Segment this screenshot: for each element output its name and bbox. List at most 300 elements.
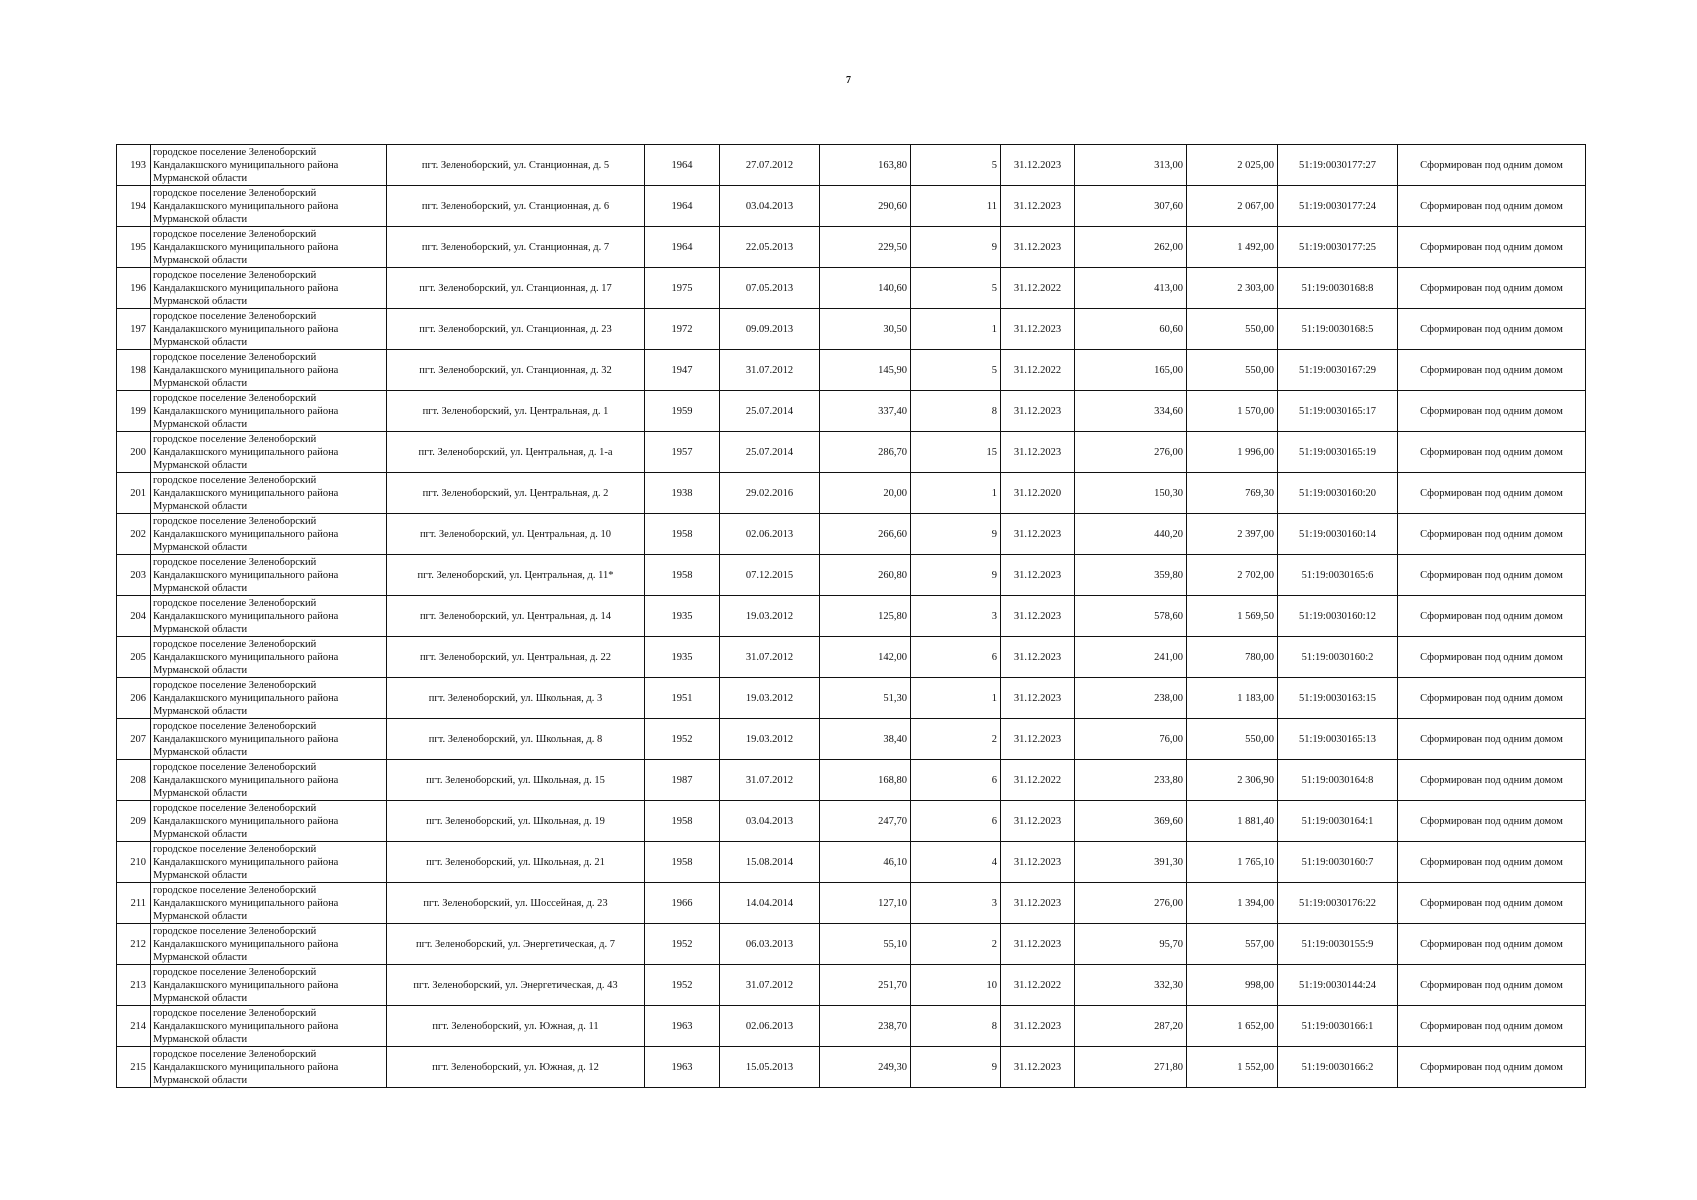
row-number: 202 (117, 514, 151, 555)
address-cell: пгт. Зеленоборский, ул. Станционная, д. 6 (387, 186, 645, 227)
area-cell: 163,80 (820, 145, 911, 186)
year-cell: 1958 (645, 842, 720, 883)
row-number: 197 (117, 309, 151, 350)
count-cell: 9 (911, 514, 1001, 555)
status-cell: Сформирован под одним домом (1398, 924, 1586, 965)
table-row (117, 309, 1586, 350)
row-number: 212 (117, 924, 151, 965)
year-cell: 1958 (645, 514, 720, 555)
date-cell: 31.07.2012 (720, 637, 820, 678)
count-cell: 2 (911, 924, 1001, 965)
table-row (117, 760, 1586, 801)
table-row (117, 965, 1586, 1006)
area2-cell: 578,60 (1075, 596, 1187, 637)
year-cell: 1964 (645, 145, 720, 186)
status-cell: Сформирован под одним домом (1398, 514, 1586, 555)
date-cell: 19.03.2012 (720, 719, 820, 760)
date-cell: 19.03.2012 (720, 678, 820, 719)
status-cell: Сформирован под одним домом (1398, 309, 1586, 350)
area3-cell: 769,30 (1187, 473, 1278, 514)
date-cell: 14.04.2014 (720, 883, 820, 924)
row-number: 214 (117, 1006, 151, 1047)
year-cell: 1952 (645, 924, 720, 965)
housing-table (116, 144, 1586, 1088)
count-cell: 5 (911, 268, 1001, 309)
municipality-cell: городское поселение Зеленоборский Кандалакшского муниципального района Мурманской области (151, 760, 387, 801)
table-row (117, 432, 1586, 473)
municipality-cell: городское поселение Зеленоборский Кандалакшского муниципального района Мурманской области (151, 514, 387, 555)
count-cell: 3 (911, 883, 1001, 924)
deadline-cell: 31.12.2023 (1001, 637, 1075, 678)
deadline-cell: 31.12.2023 (1001, 514, 1075, 555)
address-cell: пгт. Зеленоборский, ул. Энергетическая, д. 7 (387, 924, 645, 965)
date-cell: 19.03.2012 (720, 596, 820, 637)
page-number: 7 (846, 75, 851, 86)
area-cell: 142,00 (820, 637, 911, 678)
row-number: 215 (117, 1047, 151, 1088)
area3-cell: 1 652,00 (1187, 1006, 1278, 1047)
area2-cell: 332,30 (1075, 965, 1187, 1006)
year-cell: 1987 (645, 760, 720, 801)
area-cell: 168,80 (820, 760, 911, 801)
cadastre-cell: 51:19:0030177:25 (1278, 227, 1398, 268)
status-cell: Сформирован под одним домом (1398, 473, 1586, 514)
municipality-cell: городское поселение Зеленоборский Кандалакшского муниципального района Мурманской области (151, 432, 387, 473)
cadastre-cell: 51:19:0030167:29 (1278, 350, 1398, 391)
count-cell: 10 (911, 965, 1001, 1006)
address-cell: пгт. Зеленоборский, ул. Центральная, д. 11* (387, 555, 645, 596)
area2-cell: 276,00 (1075, 883, 1187, 924)
area-cell: 20,00 (820, 473, 911, 514)
count-cell: 6 (911, 801, 1001, 842)
deadline-cell: 31.12.2023 (1001, 596, 1075, 637)
municipality-cell: городское поселение Зеленоборский Кандалакшского муниципального района Мурманской области (151, 924, 387, 965)
address-cell: пгт. Зеленоборский, ул. Южная, д. 11 (387, 1006, 645, 1047)
count-cell: 9 (911, 227, 1001, 268)
status-cell: Сформирован под одним домом (1398, 186, 1586, 227)
address-cell: пгт. Зеленоборский, ул. Школьная, д. 19 (387, 801, 645, 842)
municipality-cell: городское поселение Зеленоборский Кандалакшского муниципального района Мурманской области (151, 1006, 387, 1047)
deadline-cell: 31.12.2023 (1001, 842, 1075, 883)
cadastre-cell: 51:19:0030176:22 (1278, 883, 1398, 924)
status-cell: Сформирован под одним домом (1398, 596, 1586, 637)
row-number: 208 (117, 760, 151, 801)
deadline-cell: 31.12.2023 (1001, 678, 1075, 719)
count-cell: 9 (911, 555, 1001, 596)
row-number: 198 (117, 350, 151, 391)
cadastre-cell: 51:19:0030160:14 (1278, 514, 1398, 555)
count-cell: 6 (911, 637, 1001, 678)
area3-cell: 1 996,00 (1187, 432, 1278, 473)
date-cell: 06.03.2013 (720, 924, 820, 965)
municipality-cell: городское поселение Зеленоборский Кандалакшского муниципального района Мурманской области (151, 965, 387, 1006)
table-row (117, 924, 1586, 965)
year-cell: 1964 (645, 186, 720, 227)
status-cell: Сформирован под одним домом (1398, 842, 1586, 883)
area2-cell: 150,30 (1075, 473, 1187, 514)
date-cell: 27.07.2012 (720, 145, 820, 186)
municipality-cell: городское поселение Зеленоборский Кандалакшского муниципального района Мурманской области (151, 186, 387, 227)
municipality-cell: городское поселение Зеленоборский Кандалакшского муниципального района Мурманской области (151, 555, 387, 596)
status-cell: Сформирован под одним домом (1398, 1047, 1586, 1088)
status-cell: Сформирован под одним домом (1398, 350, 1586, 391)
status-cell: Сформирован под одним домом (1398, 801, 1586, 842)
area-cell: 238,70 (820, 1006, 911, 1047)
municipality-cell: городское поселение Зеленоборский Кандалакшского муниципального района Мурманской области (151, 719, 387, 760)
address-cell: пгт. Зеленоборский, ул. Станционная, д. 17 (387, 268, 645, 309)
address-cell: пгт. Зеленоборский, ул. Школьная, д. 3 (387, 678, 645, 719)
area3-cell: 2 306,90 (1187, 760, 1278, 801)
date-cell: 03.04.2013 (720, 801, 820, 842)
year-cell: 1959 (645, 391, 720, 432)
row-number: 209 (117, 801, 151, 842)
municipality-cell: городское поселение Зеленоборский Кандалакшского муниципального района Мурманской области (151, 678, 387, 719)
cadastre-cell: 51:19:0030166:2 (1278, 1047, 1398, 1088)
row-number: 201 (117, 473, 151, 514)
address-cell: пгт. Зеленоборский, ул. Центральная, д. 22 (387, 637, 645, 678)
municipality-cell: городское поселение Зеленоборский Кандалакшского муниципального района Мурманской области (151, 227, 387, 268)
status-cell: Сформирован под одним домом (1398, 555, 1586, 596)
date-cell: 03.04.2013 (720, 186, 820, 227)
row-number: 203 (117, 555, 151, 596)
cadastre-cell: 51:19:0030165:6 (1278, 555, 1398, 596)
deadline-cell: 31.12.2022 (1001, 760, 1075, 801)
address-cell: пгт. Зеленоборский, ул. Шоссейная, д. 23 (387, 883, 645, 924)
date-cell: 22.05.2013 (720, 227, 820, 268)
municipality-cell: городское поселение Зеленоборский Кандалакшского муниципального района Мурманской области (151, 473, 387, 514)
deadline-cell: 31.12.2023 (1001, 1006, 1075, 1047)
address-cell: пгт. Зеленоборский, ул. Станционная, д. 7 (387, 227, 645, 268)
year-cell: 1947 (645, 350, 720, 391)
municipality-cell: городское поселение Зеленоборский Кандалакшского муниципального района Мурманской области (151, 1047, 387, 1088)
row-number: 213 (117, 965, 151, 1006)
table-row (117, 1047, 1586, 1088)
year-cell: 1963 (645, 1006, 720, 1047)
cadastre-cell: 51:19:0030160:20 (1278, 473, 1398, 514)
status-cell: Сформирован под одним домом (1398, 1006, 1586, 1047)
row-number: 210 (117, 842, 151, 883)
cadastre-cell: 51:19:0030160:2 (1278, 637, 1398, 678)
municipality-cell: городское поселение Зеленоборский Кандалакшского муниципального района Мурманской области (151, 391, 387, 432)
area2-cell: 369,60 (1075, 801, 1187, 842)
area-cell: 145,90 (820, 350, 911, 391)
count-cell: 1 (911, 678, 1001, 719)
area2-cell: 238,00 (1075, 678, 1187, 719)
area3-cell: 2 702,00 (1187, 555, 1278, 596)
table-row (117, 145, 1586, 186)
area3-cell: 1 552,00 (1187, 1047, 1278, 1088)
address-cell: пгт. Зеленоборский, ул. Станционная, д. 32 (387, 350, 645, 391)
count-cell: 15 (911, 432, 1001, 473)
deadline-cell: 31.12.2023 (1001, 719, 1075, 760)
area-cell: 247,70 (820, 801, 911, 842)
area3-cell: 1 569,50 (1187, 596, 1278, 637)
municipality-cell: городское поселение Зеленоборский Кандалакшского муниципального района Мурманской области (151, 637, 387, 678)
row-number: 211 (117, 883, 151, 924)
date-cell: 07.12.2015 (720, 555, 820, 596)
area2-cell: 233,80 (1075, 760, 1187, 801)
area-cell: 46,10 (820, 842, 911, 883)
table-body (117, 145, 1586, 1088)
table-row (117, 391, 1586, 432)
area2-cell: 313,00 (1075, 145, 1187, 186)
area-cell: 337,40 (820, 391, 911, 432)
deadline-cell: 31.12.2023 (1001, 391, 1075, 432)
municipality-cell: городское поселение Зеленоборский Кандалакшского муниципального района Мурманской области (151, 268, 387, 309)
cadastre-cell: 51:19:0030166:1 (1278, 1006, 1398, 1047)
status-cell: Сформирован под одним домом (1398, 719, 1586, 760)
cadastre-cell: 51:19:0030177:24 (1278, 186, 1398, 227)
table-row (117, 473, 1586, 514)
date-cell: 02.06.2013 (720, 514, 820, 555)
area2-cell: 60,60 (1075, 309, 1187, 350)
cadastre-cell: 51:19:0030155:9 (1278, 924, 1398, 965)
table-row (117, 186, 1586, 227)
area2-cell: 287,20 (1075, 1006, 1187, 1047)
row-number: 195 (117, 227, 151, 268)
status-cell: Сформирован под одним домом (1398, 965, 1586, 1006)
address-cell: пгт. Зеленоборский, ул. Центральная, д. 14 (387, 596, 645, 637)
area-cell: 140,60 (820, 268, 911, 309)
count-cell: 5 (911, 145, 1001, 186)
area3-cell: 780,00 (1187, 637, 1278, 678)
address-cell: пгт. Зеленоборский, ул. Центральная, д. 10 (387, 514, 645, 555)
count-cell: 8 (911, 1006, 1001, 1047)
count-cell: 2 (911, 719, 1001, 760)
municipality-cell: городское поселение Зеленоборский Кандалакшского муниципального района Мурманской области (151, 145, 387, 186)
cadastre-cell: 51:19:0030144:24 (1278, 965, 1398, 1006)
cadastre-cell: 51:19:0030165:13 (1278, 719, 1398, 760)
deadline-cell: 31.12.2023 (1001, 432, 1075, 473)
row-number: 206 (117, 678, 151, 719)
cadastre-cell: 51:19:0030165:17 (1278, 391, 1398, 432)
deadline-cell: 31.12.2022 (1001, 350, 1075, 391)
area-cell: 127,10 (820, 883, 911, 924)
address-cell: пгт. Зеленоборский, ул. Станционная, д. 23 (387, 309, 645, 350)
row-number: 199 (117, 391, 151, 432)
status-cell: Сформирован под одним домом (1398, 227, 1586, 268)
count-cell: 1 (911, 309, 1001, 350)
row-number: 207 (117, 719, 151, 760)
address-cell: пгт. Зеленоборский, ул. Центральная, д. 1 (387, 391, 645, 432)
area-cell: 51,30 (820, 678, 911, 719)
deadline-cell: 31.12.2020 (1001, 473, 1075, 514)
area3-cell: 2 303,00 (1187, 268, 1278, 309)
status-cell: Сформирован под одним домом (1398, 268, 1586, 309)
table-row (117, 637, 1586, 678)
status-cell: Сформирован под одним домом (1398, 145, 1586, 186)
area2-cell: 391,30 (1075, 842, 1187, 883)
municipality-cell: городское поселение Зеленоборский Кандалакшского муниципального района Мурманской области (151, 309, 387, 350)
status-cell: Сформирован под одним домом (1398, 678, 1586, 719)
cadastre-cell: 51:19:0030164:8 (1278, 760, 1398, 801)
row-number: 196 (117, 268, 151, 309)
area2-cell: 95,70 (1075, 924, 1187, 965)
area-cell: 249,30 (820, 1047, 911, 1088)
municipality-cell: городское поселение Зеленоборский Кандалакшского муниципального района Мурманской области (151, 883, 387, 924)
area2-cell: 440,20 (1075, 514, 1187, 555)
area2-cell: 241,00 (1075, 637, 1187, 678)
deadline-cell: 31.12.2023 (1001, 227, 1075, 268)
area-cell: 286,70 (820, 432, 911, 473)
area3-cell: 1 492,00 (1187, 227, 1278, 268)
count-cell: 6 (911, 760, 1001, 801)
address-cell: пгт. Зеленоборский, ул. Центральная, д. 1-а (387, 432, 645, 473)
cadastre-cell: 51:19:0030177:27 (1278, 145, 1398, 186)
deadline-cell: 31.12.2023 (1001, 555, 1075, 596)
date-cell: 31.07.2012 (720, 965, 820, 1006)
municipality-cell: городское поселение Зеленоборский Кандалакшского муниципального района Мурманской области (151, 801, 387, 842)
area3-cell: 550,00 (1187, 350, 1278, 391)
date-cell: 09.09.2013 (720, 309, 820, 350)
address-cell: пгт. Зеленоборский, ул. Станционная, д. 5 (387, 145, 645, 186)
area3-cell: 2 025,00 (1187, 145, 1278, 186)
municipality-cell: городское поселение Зеленоборский Кандалакшского муниципального района Мурманской области (151, 842, 387, 883)
area2-cell: 307,60 (1075, 186, 1187, 227)
address-cell: пгт. Зеленоборский, ул. Южная, д. 12 (387, 1047, 645, 1088)
date-cell: 07.05.2013 (720, 268, 820, 309)
deadline-cell: 31.12.2023 (1001, 186, 1075, 227)
area3-cell: 1 183,00 (1187, 678, 1278, 719)
table-row (117, 1006, 1586, 1047)
area3-cell: 1 881,40 (1187, 801, 1278, 842)
year-cell: 1966 (645, 883, 720, 924)
status-cell: Сформирован под одним домом (1398, 391, 1586, 432)
cadastre-cell: 51:19:0030160:7 (1278, 842, 1398, 883)
municipality-cell: городское поселение Зеленоборский Кандалакшского муниципального района Мурманской области (151, 350, 387, 391)
address-cell: пгт. Зеленоборский, ул. Школьная, д. 15 (387, 760, 645, 801)
deadline-cell: 31.12.2023 (1001, 309, 1075, 350)
cadastre-cell: 51:19:0030164:1 (1278, 801, 1398, 842)
table-row (117, 678, 1586, 719)
area3-cell: 550,00 (1187, 309, 1278, 350)
date-cell: 29.02.2016 (720, 473, 820, 514)
table-row (117, 268, 1586, 309)
row-number: 205 (117, 637, 151, 678)
area-cell: 290,60 (820, 186, 911, 227)
year-cell: 1951 (645, 678, 720, 719)
area3-cell: 998,00 (1187, 965, 1278, 1006)
deadline-cell: 31.12.2022 (1001, 965, 1075, 1006)
cadastre-cell: 51:19:0030168:8 (1278, 268, 1398, 309)
area-cell: 55,10 (820, 924, 911, 965)
date-cell: 25.07.2014 (720, 432, 820, 473)
count-cell: 11 (911, 186, 1001, 227)
date-cell: 02.06.2013 (720, 1006, 820, 1047)
table-row (117, 514, 1586, 555)
area3-cell: 557,00 (1187, 924, 1278, 965)
cadastre-cell: 51:19:0030165:19 (1278, 432, 1398, 473)
deadline-cell: 31.12.2023 (1001, 883, 1075, 924)
year-cell: 1964 (645, 227, 720, 268)
date-cell: 15.08.2014 (720, 842, 820, 883)
area-cell: 266,60 (820, 514, 911, 555)
table-row (117, 555, 1586, 596)
year-cell: 1952 (645, 719, 720, 760)
table-row (117, 801, 1586, 842)
table-row (117, 719, 1586, 760)
deadline-cell: 31.12.2023 (1001, 145, 1075, 186)
area2-cell: 262,00 (1075, 227, 1187, 268)
address-cell: пгт. Зеленоборский, ул. Школьная, д. 21 (387, 842, 645, 883)
row-number: 204 (117, 596, 151, 637)
year-cell: 1972 (645, 309, 720, 350)
year-cell: 1963 (645, 1047, 720, 1088)
year-cell: 1935 (645, 596, 720, 637)
area3-cell: 2 067,00 (1187, 186, 1278, 227)
address-cell: пгт. Зеленоборский, ул. Энергетическая, д. 43 (387, 965, 645, 1006)
area-cell: 260,80 (820, 555, 911, 596)
area3-cell: 2 397,00 (1187, 514, 1278, 555)
year-cell: 1952 (645, 965, 720, 1006)
deadline-cell: 31.12.2023 (1001, 924, 1075, 965)
row-number: 200 (117, 432, 151, 473)
row-number: 193 (117, 145, 151, 186)
table-row (117, 883, 1586, 924)
year-cell: 1958 (645, 801, 720, 842)
count-cell: 3 (911, 596, 1001, 637)
count-cell: 4 (911, 842, 1001, 883)
area3-cell: 550,00 (1187, 719, 1278, 760)
area-cell: 229,50 (820, 227, 911, 268)
table-row (117, 350, 1586, 391)
cadastre-cell: 51:19:0030168:5 (1278, 309, 1398, 350)
area2-cell: 334,60 (1075, 391, 1187, 432)
table-row (117, 596, 1586, 637)
count-cell: 8 (911, 391, 1001, 432)
year-cell: 1975 (645, 268, 720, 309)
address-cell: пгт. Зеленоборский, ул. Школьная, д. 8 (387, 719, 645, 760)
table-row (117, 842, 1586, 883)
date-cell: 15.05.2013 (720, 1047, 820, 1088)
deadline-cell: 31.12.2023 (1001, 1047, 1075, 1088)
year-cell: 1958 (645, 555, 720, 596)
area2-cell: 276,00 (1075, 432, 1187, 473)
area2-cell: 165,00 (1075, 350, 1187, 391)
cadastre-cell: 51:19:0030163:15 (1278, 678, 1398, 719)
deadline-cell: 31.12.2023 (1001, 801, 1075, 842)
count-cell: 1 (911, 473, 1001, 514)
date-cell: 31.07.2012 (720, 760, 820, 801)
year-cell: 1957 (645, 432, 720, 473)
status-cell: Сформирован под одним домом (1398, 883, 1586, 924)
status-cell: Сформирован под одним домом (1398, 760, 1586, 801)
area2-cell: 76,00 (1075, 719, 1187, 760)
municipality-cell: городское поселение Зеленоборский Кандалакшского муниципального района Мурманской области (151, 596, 387, 637)
cadastre-cell: 51:19:0030160:12 (1278, 596, 1398, 637)
area2-cell: 413,00 (1075, 268, 1187, 309)
date-cell: 25.07.2014 (720, 391, 820, 432)
address-cell: пгт. Зеленоборский, ул. Центральная, д. 2 (387, 473, 645, 514)
deadline-cell: 31.12.2022 (1001, 268, 1075, 309)
area3-cell: 1 570,00 (1187, 391, 1278, 432)
area-cell: 30,50 (820, 309, 911, 350)
area3-cell: 1 394,00 (1187, 883, 1278, 924)
year-cell: 1938 (645, 473, 720, 514)
area3-cell: 1 765,10 (1187, 842, 1278, 883)
status-cell: Сформирован под одним домом (1398, 637, 1586, 678)
row-number: 194 (117, 186, 151, 227)
count-cell: 9 (911, 1047, 1001, 1088)
year-cell: 1935 (645, 637, 720, 678)
area2-cell: 271,80 (1075, 1047, 1187, 1088)
table-row (117, 227, 1586, 268)
count-cell: 5 (911, 350, 1001, 391)
status-cell: Сформирован под одним домом (1398, 432, 1586, 473)
area2-cell: 359,80 (1075, 555, 1187, 596)
area-cell: 251,70 (820, 965, 911, 1006)
area-cell: 125,80 (820, 596, 911, 637)
